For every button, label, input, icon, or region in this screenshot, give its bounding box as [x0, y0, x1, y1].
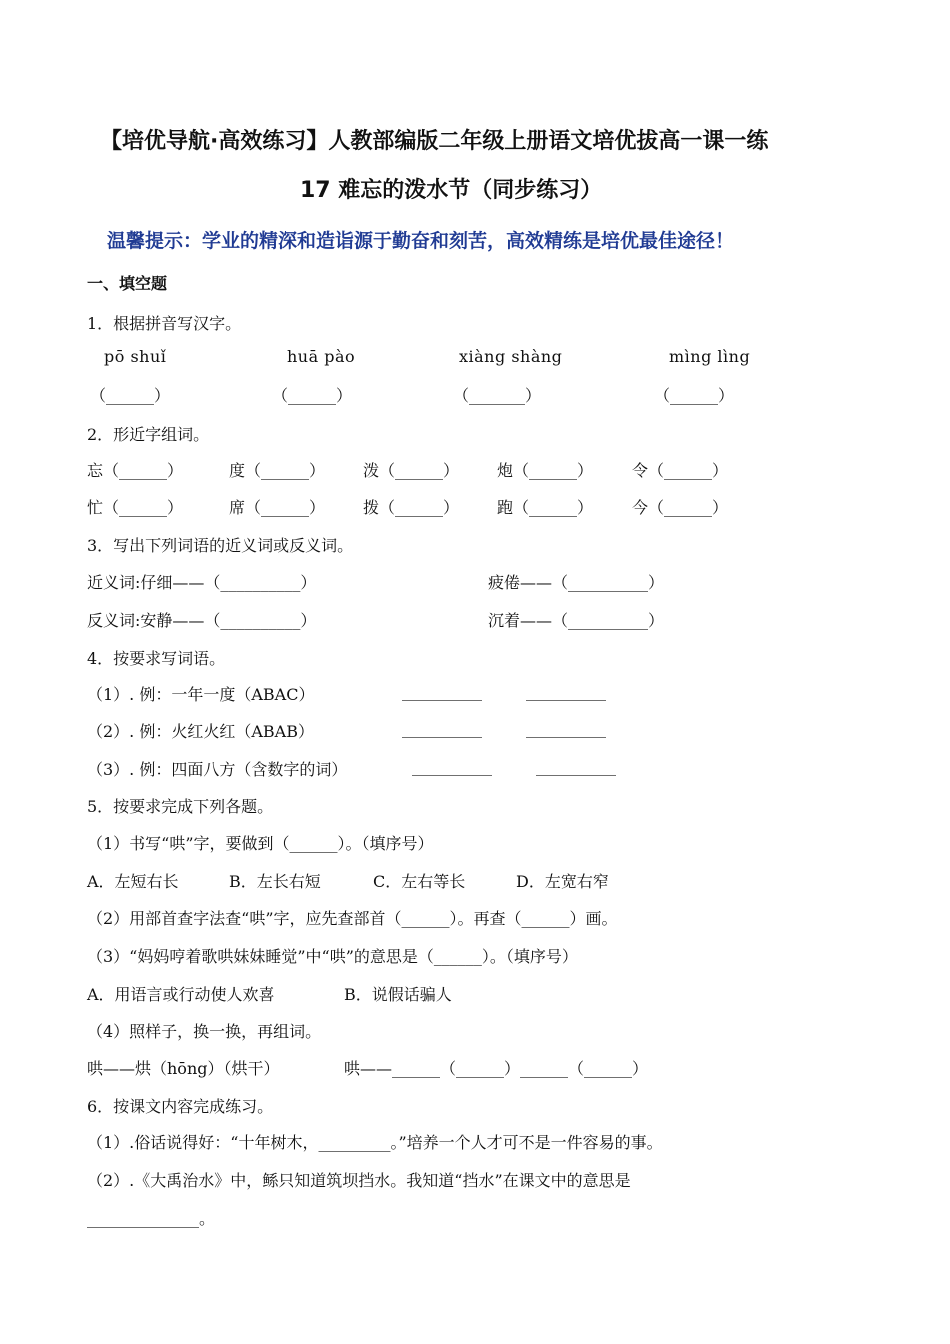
q4-item-2-blank-2[interactable]: __________ [526, 719, 606, 738]
q1-blank-2[interactable]: （______） [272, 386, 353, 405]
q6-part-1[interactable]: （1）.俗话说得好：“十年树木，_________。”培养一个人才可不是一件容易的事。 [87, 1133, 663, 1152]
q1-pinyin-4: mìng lìng [669, 347, 751, 366]
q1-blank-4[interactable]: （______） [654, 386, 735, 405]
q2-r1-item-2[interactable]: 度（______） [229, 461, 326, 480]
q2-r2-item-2[interactable]: 席（______） [229, 498, 326, 517]
q5-p1-option-b: B．左长右短 [229, 872, 321, 891]
q1-blank-1[interactable]: （______） [90, 386, 171, 405]
q1-pinyin-3: xiàng shàng [459, 347, 563, 366]
q5-title: 5．按要求完成下列各题。 [87, 797, 274, 816]
q5-part-3[interactable]: （3）“妈妈哼着歌哄妹妹睡觉”中“哄”的意思是（______）。（填序号） [87, 947, 578, 966]
q4-item-3-blank-1[interactable]: __________ [412, 757, 492, 776]
q5-p1-option-c: C．左右等长 [373, 872, 466, 891]
q2-r2-item-4[interactable]: 跑（______） [497, 498, 594, 517]
q4-item-3-blank-2[interactable]: __________ [536, 757, 616, 776]
q4-item-1: （1）. 例：一年一度（ABAC） [87, 685, 315, 704]
q6-part-2: （2）.《大禹治水》中，鲧只知道筑坝挡水。我知道“挡水”在课文中的意思是 [87, 1171, 631, 1190]
q6-title: 6．按课文内容完成练习。 [87, 1097, 274, 1116]
q5-p1-option-a: A．左短右长 [87, 872, 179, 891]
q4-item-2-blank-1[interactable]: __________ [402, 719, 482, 738]
q2-r2-item-1[interactable]: 忙（______） [87, 498, 184, 517]
q5-p3-option-a: A．用语言或行动使人欢喜 [87, 985, 275, 1004]
q5-p1-option-d: D．左宽右窄 [516, 872, 609, 891]
q1-pinyin-1: pō shuǐ [104, 347, 167, 366]
document-title-line2: 17 难忘的泼水节（同步练习） [300, 178, 603, 203]
q5-p4-example: 哄——烘（hōng）（烘干） [87, 1059, 280, 1078]
q3-synonym-2[interactable]: 疲倦——（__________） [488, 573, 665, 592]
document-title-line1: 【培优导航·高效练习】人教部编版二年级上册语文培优拔高一课一练 [100, 129, 769, 154]
q2-r1-item-5[interactable]: 令（______） [632, 461, 729, 480]
q5-p4-task[interactable]: 哄——______（______）______（______） [344, 1059, 649, 1078]
q4-item-2: （2）. 例：火红火红（ABAB） [87, 722, 314, 741]
warm-tip: 温馨提示：学业的精深和造诣源于勤奋和刻苦，高效精练是培优最佳途径！ [107, 230, 735, 252]
q4-item-3: （3）. 例：四面八方（含数字的词） [87, 760, 348, 779]
q3-title: 3．写出下列词语的近义词或反义词。 [87, 536, 354, 555]
q2-r2-item-3[interactable]: 拨（______） [363, 498, 460, 517]
q2-r2-item-5[interactable]: 今（______） [632, 498, 729, 517]
q4-item-1-blank-2[interactable]: __________ [526, 682, 606, 701]
q2-title: 2．形近字组词。 [87, 425, 210, 444]
q3-antonym-2[interactable]: 沉着——（__________） [488, 611, 665, 630]
q6-part-2-blank[interactable]: ______________。 [87, 1209, 216, 1228]
q4-item-1-blank-1[interactable]: __________ [402, 682, 482, 701]
q1-pinyin-2: huā pào [287, 347, 356, 366]
q3-antonym-1[interactable]: 反义词:安静——（__________） [87, 611, 317, 630]
q5-part-2[interactable]: （2）用部首查字法查“哄”字，应先查部首（______）。再查（______）画。 [87, 909, 618, 928]
q1-blank-3[interactable]: （_______） [453, 386, 542, 405]
q2-r1-item-4[interactable]: 炮（______） [497, 461, 594, 480]
q2-r1-item-3[interactable]: 泼（______） [363, 461, 460, 480]
q5-p3-option-b: B．说假话骗人 [344, 985, 452, 1004]
q2-r1-item-1[interactable]: 忘（______） [87, 461, 184, 480]
section-fill-blank: 一、填空题 [87, 274, 168, 293]
q5-part-1[interactable]: （1）书写“哄”字，要做到（______）。（填序号） [87, 834, 434, 853]
q1-title: 1．根据拼音写汉字。 [87, 314, 242, 333]
q4-title: 4．按要求写词语。 [87, 649, 226, 668]
q5-part-4: （4）照样子，换一换，再组词。 [87, 1022, 322, 1041]
q3-synonym-1[interactable]: 近义词:仔细——（__________） [87, 573, 317, 592]
